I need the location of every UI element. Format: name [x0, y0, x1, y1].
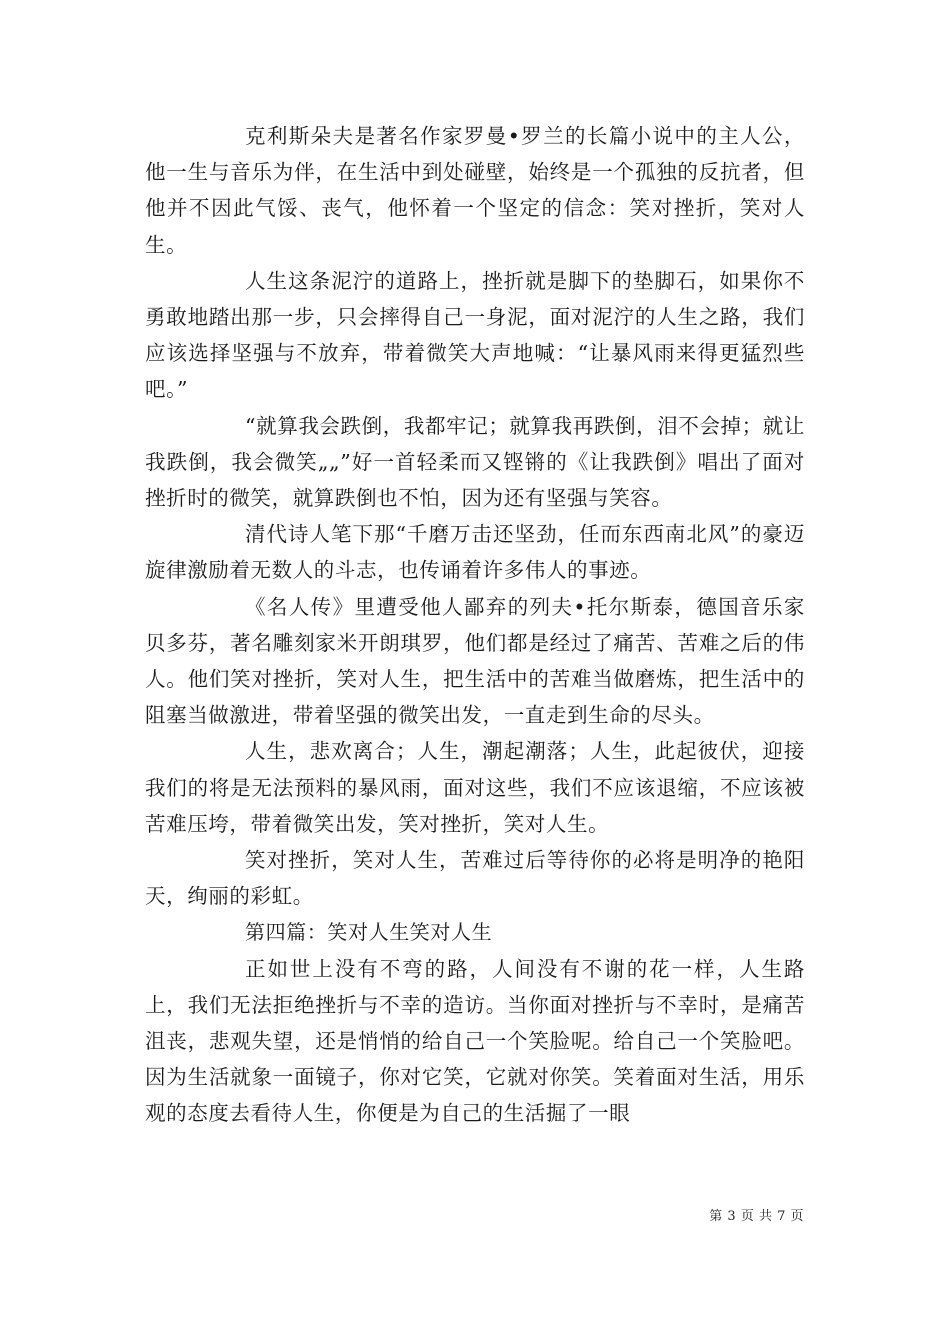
page-number: 第 3 页 共 7 页	[709, 1209, 804, 1224]
paragraph-4: 清代诗人笔下那“千磨万击还坚劲，任而东西南北风”的豪迈旋律激励着无数人的斗志，也传诵着许多伟人的事迹。	[145, 522, 805, 583]
section-paragraph-1: 正如世上没有不弯的路，人间没有不谢的花一样，人生路上，我们无法拒绝挫折与不幸的造访。当你面对挫折与不幸时，是痛苦沮丧，悲观失望，还是悄悄的给自己一个笑脸呢。给自己一个笑脸吧。因为生活就象一面镜子，你对它笑，它就对你笑。笑着面对生活，用乐观的态度去看待人生，你便是为自己的生活掘了一眼	[145, 956, 805, 1126]
paragraph-1: 克利斯朵夫是著名作家罗曼•罗兰的长篇小说中的主人公，他一生与音乐为伴，在生活中到处碰壁，始终是一个孤独的反抗者，但他并不因此气馁、丧气，他怀着一个坚定的信念：笑对挫折，笑对人生。	[145, 124, 805, 257]
paragraph-7: 笑对挫折，笑对人生，苦难过后等待你的必将是明净的艳阳天，绚丽的彩虹。	[145, 848, 805, 909]
document-body	[145, 118, 805, 1132]
paragraph-2: 人生这条泥泞的道路上，挫折就是脚下的垫脚石，如果你不勇敢地踏出那一步，只会摔得自己一身泥，面对泥泞的人生之路，我们应该选择坚强与不放弃，带着微笑大声地喊：“让暴风雨来得更猛烈些吧。”	[145, 268, 805, 402]
section-heading: 第四篇：笑对人生笑对人生	[245, 920, 493, 945]
paragraph-6: 人生，悲欢离合；人生，潮起潮落；人生，此起彼伏，迎接我们的将是无法预料的暴风雨，面对这些，我们不应该退缩，不应该被苦难压垮，带着微笑出发，笑对挫折，笑对人生。	[145, 739, 805, 836]
paragraph-3: “就算我会跌倒，我都牢记；就算我再跌倒，泪不会掉；就让我跌倒，我会微笑„„”好一首轻柔而又铿锵的《让我跌倒》唱出了面对挫折时的微笑，就算跌倒也不怕，因为还有坚强与笑容。	[145, 413, 805, 511]
paragraph-5: 《名人传》里遭受他人鄙弃的列夫•托尔斯泰，德国音乐家贝多芬，著名雕刻家米开朗琪罗，他们都是经过了痛苦、苦难之后的伟人。他们笑对挫折，笑对人生，把生活中的苦难当做磨炼，把生活中的阻塞当做激进，带着坚强的微笑出发，一直走到生命的尽头。	[145, 594, 805, 728]
